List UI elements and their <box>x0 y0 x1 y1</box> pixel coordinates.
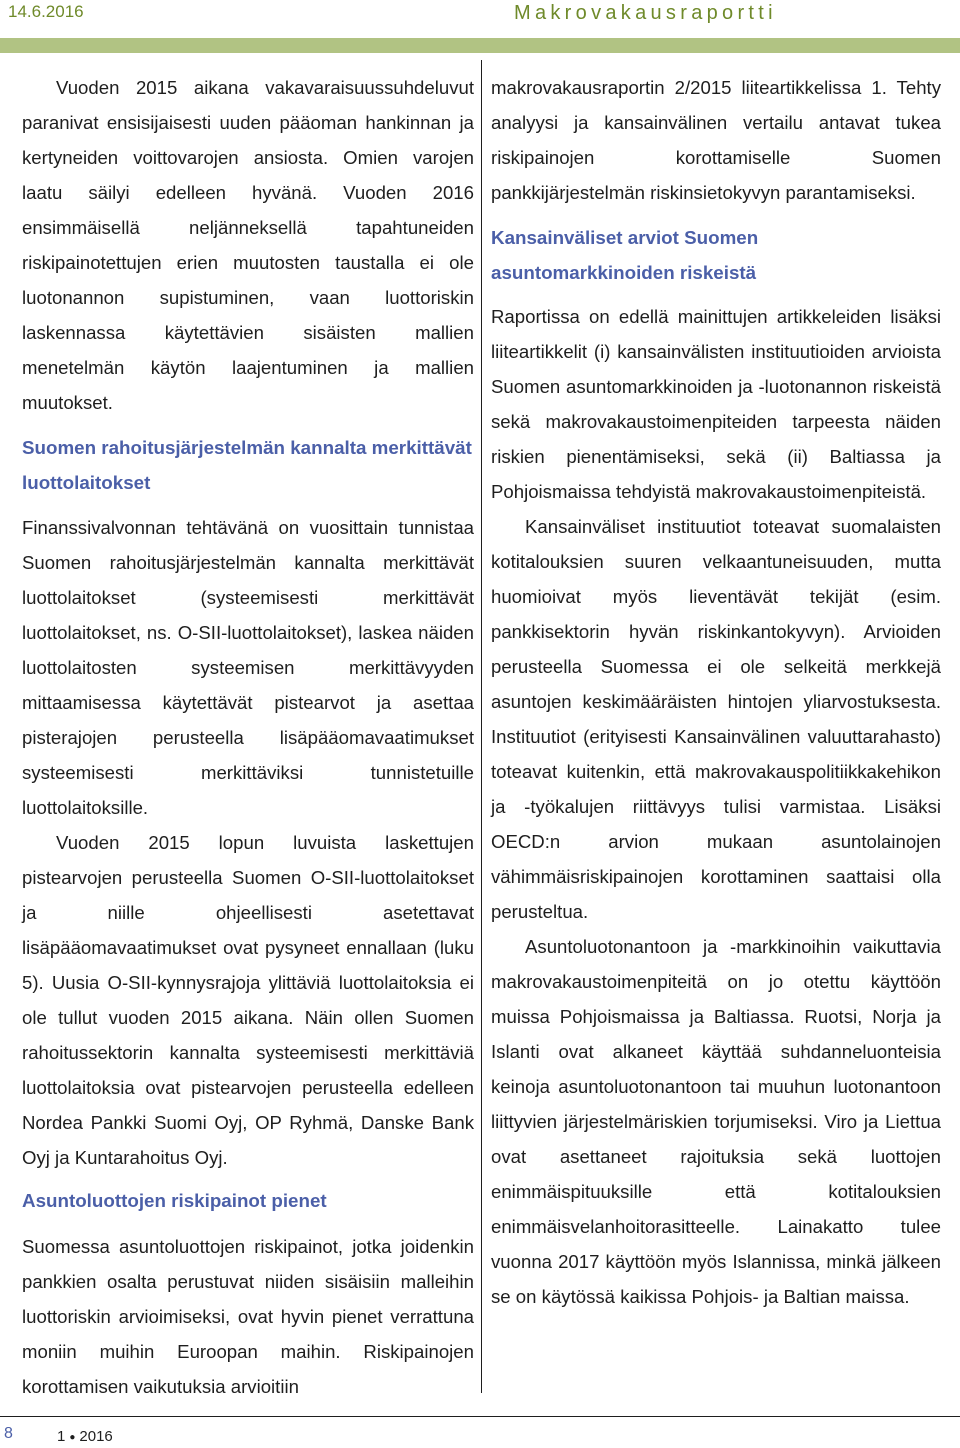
left-column <box>22 70 474 1404</box>
report-title: Makrovakausraportti <box>514 2 777 24</box>
column-divider <box>481 60 482 1393</box>
right-column <box>491 70 941 1314</box>
report-date: 14.6.2016 <box>8 2 84 21</box>
issue-label <box>57 1428 113 1445</box>
section-heading: Suomen rahoitusjärjestelmän kannalta merkittävät luottolaitokset <box>22 437 472 493</box>
paragraph: Suomessa asuntoluottojen riskipainot, jotka joidenkin pankkien osalta perustuvat niiden sisäisiin malleihin luottoriskin arvioimiseksi, ovat hyvin pienet verrattuna moniin muihin Euroopan maihin. Riskipainojen korottamisen vaikutuksia arvioitiin <box>22 1236 474 1397</box>
paragraph: makrovakausraportin 2/2015 liiteartikkelissa 1. Tehty analyysi ja kansainvälinen vertailu antavat tukea riskipainojen korottamiselle Suomen pankkijärjestelmän riskinsietokyvyn parantamiseksi. <box>491 77 941 203</box>
header-bar <box>0 38 960 53</box>
paragraph: Vuoden 2015 lopun luvuista laskettujen pistearvojen perusteella Suomen O-SII-luottolaitokset ja niille ohjeellisesti asetettavat lisäpääomavaatimukset ovat pysyneet ennallaan (luku 5). Uusia O-SII-kynnysrajoja ylittäviä luottolaitoksia ei ole tullut vuoden 2015 aikana. Näin ollen Suomen rahoitussektorin kannalta systeemisesti merkittäviä luottolaitoksia ovat pistearvojen perusteella edelleen Nordea Pankki Suomi Oyj, OP Ryhmä, Danske Bank Oyj ja Kuntarahoitus Oyj. <box>22 832 474 1168</box>
page-number: 8 <box>4 1425 13 1442</box>
footer-rule <box>0 1416 960 1417</box>
paragraph: Finanssivalvonnan tehtävänä on vuosittain tunnistaa Suomen rahoitusjärjestelmän kannalta merkittävät luottolaitokset (systeemisesti merkittävät luottolaitokset, ns. O-SII-luottolaitokset), laskea näiden luottolaitosten systeemisen merkittävyyden mittaamisessa käytettävät pistearvot ja asettaa pisterajojen perusteella lisäpääomavaatimukset systeemisesti merkittäviksi tunnistetuille luottolaitoksille. <box>22 517 474 818</box>
bullet-icon: ● <box>69 1431 76 1443</box>
paragraph: Vuoden 2015 aikana vakavaraisuussuhdeluvut paranivat ensisijaisesti uuden pääoman hankinnan ja kertyneiden voittovarojen ansiosta. Omien varojen laatu säilyi edelleen hyvänä. Vuoden 2016 ensimmäisellä neljänneksellä tapahtuneiden riskipainotettujen erien muutosten taustalla ei ole luotonannon supistuminen, vaan luottoriskin laskennassa käytettävien sisäisten mallien menetelmän käytön laajentuminen ja mallien muutokset. <box>22 77 474 413</box>
paragraph: Kansainväliset instituutiot toteavat suomalaisten kotitalouksien suuren velkaantuneisuuden, mutta huomioivat myös lieventävät tekijät (esim. pankkisektorin hyvän riskinkantokyvyn). Arvioiden perusteella Suomessa ei ole selkeitä merkkejä asuntojen keskimääräisten hintojen yliarvostuksesta. Instituutiot (erityisesti Kansainvälinen valuuttarahasto) toteavat kuitenkin, että makrovakauspolitiikkakehikon ja -työkalujen riittävyys tulisi varmistaa. Lisäksi OECD:n arvion mukaan asuntolainojen vähimmäisriskipainojen korottaminen saattaisi olla perusteltua. <box>491 516 941 922</box>
section-heading: Asuntoluottojen riskipainot pienet <box>22 1190 327 1211</box>
section-heading: Kansainväliset arviot Suomen asuntomarkkinoiden riskeistä <box>491 227 759 283</box>
paragraph: Raportissa on edellä mainittujen artikkeleiden lisäksi liiteartikkelit (i) kansainvälisten instituutioiden arvioista Suomen asuntomarkkinoiden ja -luotonannon riskeistä sekä makrovakaustoimenpiteiden tarpeesta näiden riskien pienentämiseksi, sekä (ii) Baltiassa ja Pohjoismaissa tehdyistä makrovakaustoimenpiteistä. <box>491 306 941 502</box>
issue-year: 2016 <box>79 1428 113 1445</box>
issue-number: 1 <box>57 1428 66 1445</box>
paragraph: Asuntoluotonantoon ja -markkinoihin vaikuttavia makrovakaustoimenpiteitä on jo otettu käyttöön muissa Pohjoismaissa ja Baltiassa. Ruotsi, Norja ja Islanti ovat alkaneet käyttää suhdanneluonteisia keinoja asuntoluotonantoon tai muuhun luotonantoon liittyvien järjestelmäriskien torjumiseksi. Viro ja Liettua ovat asettaneet rajoituksia sekä luottojen enimmäispituuksille että kotitalouksien enimmäisvelanhoitorasitteelle. Lainakatto tulee vuonna 2017 käyttöön myös Islannissa, minkä jälkeen se on käytössä kaikissa Pohjois- ja Baltian maissa. <box>491 936 941 1307</box>
